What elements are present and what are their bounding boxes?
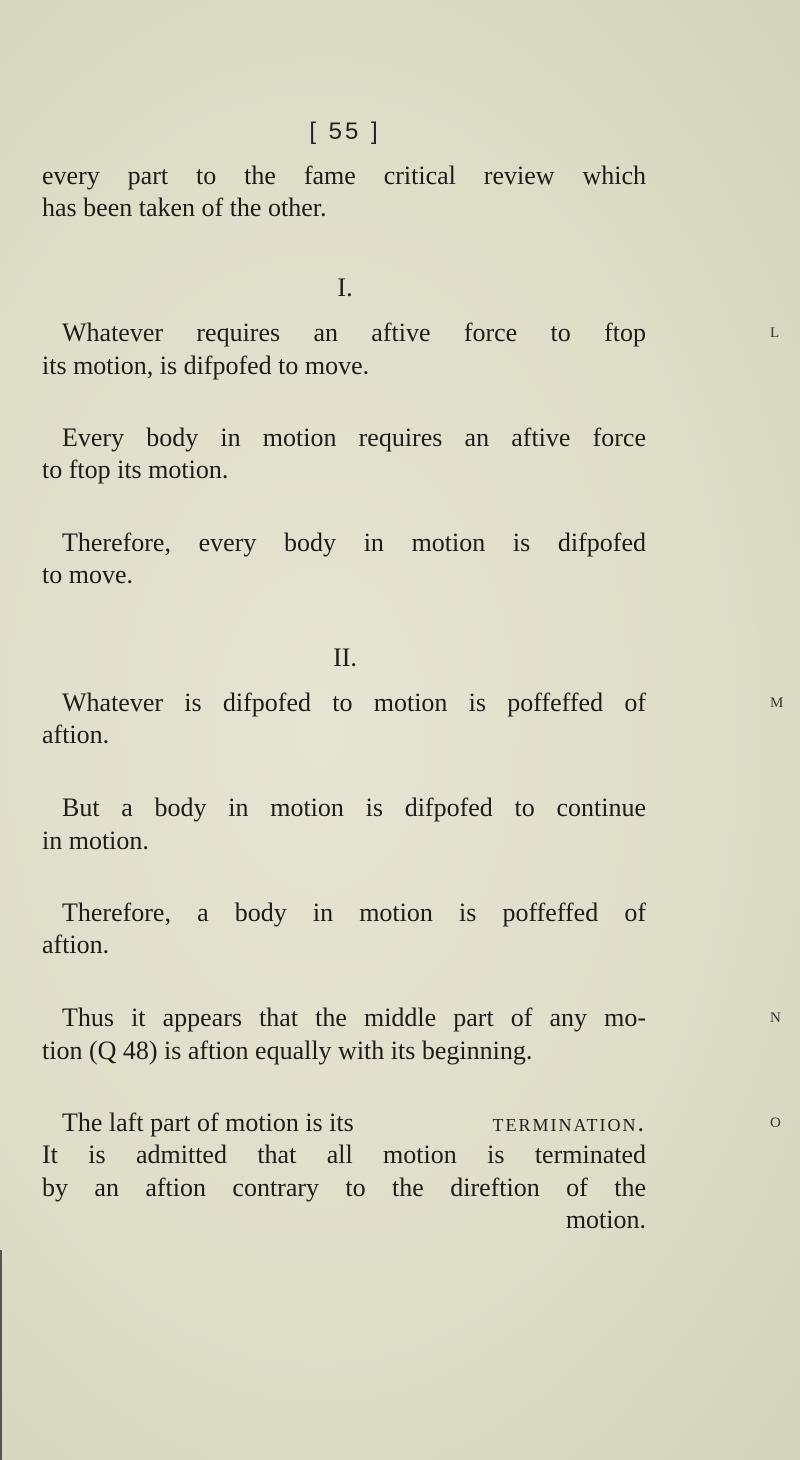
text-line: by an aftion contrary to the direftion of the: [42, 1173, 646, 1202]
text-line: Therefore, a body in motion is poffeffed of: [62, 898, 646, 927]
text-line: [62, 1107, 646, 1139]
text-line: tion (Q 48) is aftion equally with its beginning.: [42, 1036, 533, 1065]
page-number: [ 55 ]: [309, 118, 381, 145]
text-line: in motion.: [42, 826, 149, 855]
text-line: Every body in motion requires an aftive force: [62, 423, 646, 452]
margin-letter: L: [770, 325, 780, 341]
text-line: aftion.: [42, 720, 110, 749]
text-line: But a body in motion is difpofed to continue: [62, 793, 646, 822]
margin-letter: N: [770, 1010, 781, 1026]
text-line: Whatever requires an aftive force to ftop: [62, 318, 646, 347]
margin-letter: O: [770, 1115, 781, 1131]
text-line: Whatever is difpofed to motion is poffeffed of: [62, 688, 646, 717]
small-caps-term: termination.: [492, 1108, 646, 1137]
text-line: aftion.: [42, 930, 110, 959]
section-heading: II.: [333, 643, 357, 672]
text-line: Therefore, every body in motion is difpofed: [62, 528, 646, 557]
section-heading: I.: [337, 273, 353, 302]
text-line: It is admitted that all motion is terminated: [42, 1140, 646, 1169]
text-line: to ftop its motion.: [42, 455, 229, 484]
text-line: Thus it appears that the middle part of any mo-: [62, 1003, 646, 1032]
text-line: motion.: [565, 1205, 646, 1234]
text-line: its motion, is difpofed to move.: [42, 351, 370, 380]
text-line: every part to the fame critical review which: [42, 161, 646, 190]
text-line: to move.: [42, 560, 133, 589]
text-line: has been taken of the other.: [42, 193, 327, 222]
text-span: The laft part of motion is its: [62, 1108, 354, 1137]
margin-letter: M: [770, 695, 784, 711]
page-edge: [0, 1250, 2, 1460]
